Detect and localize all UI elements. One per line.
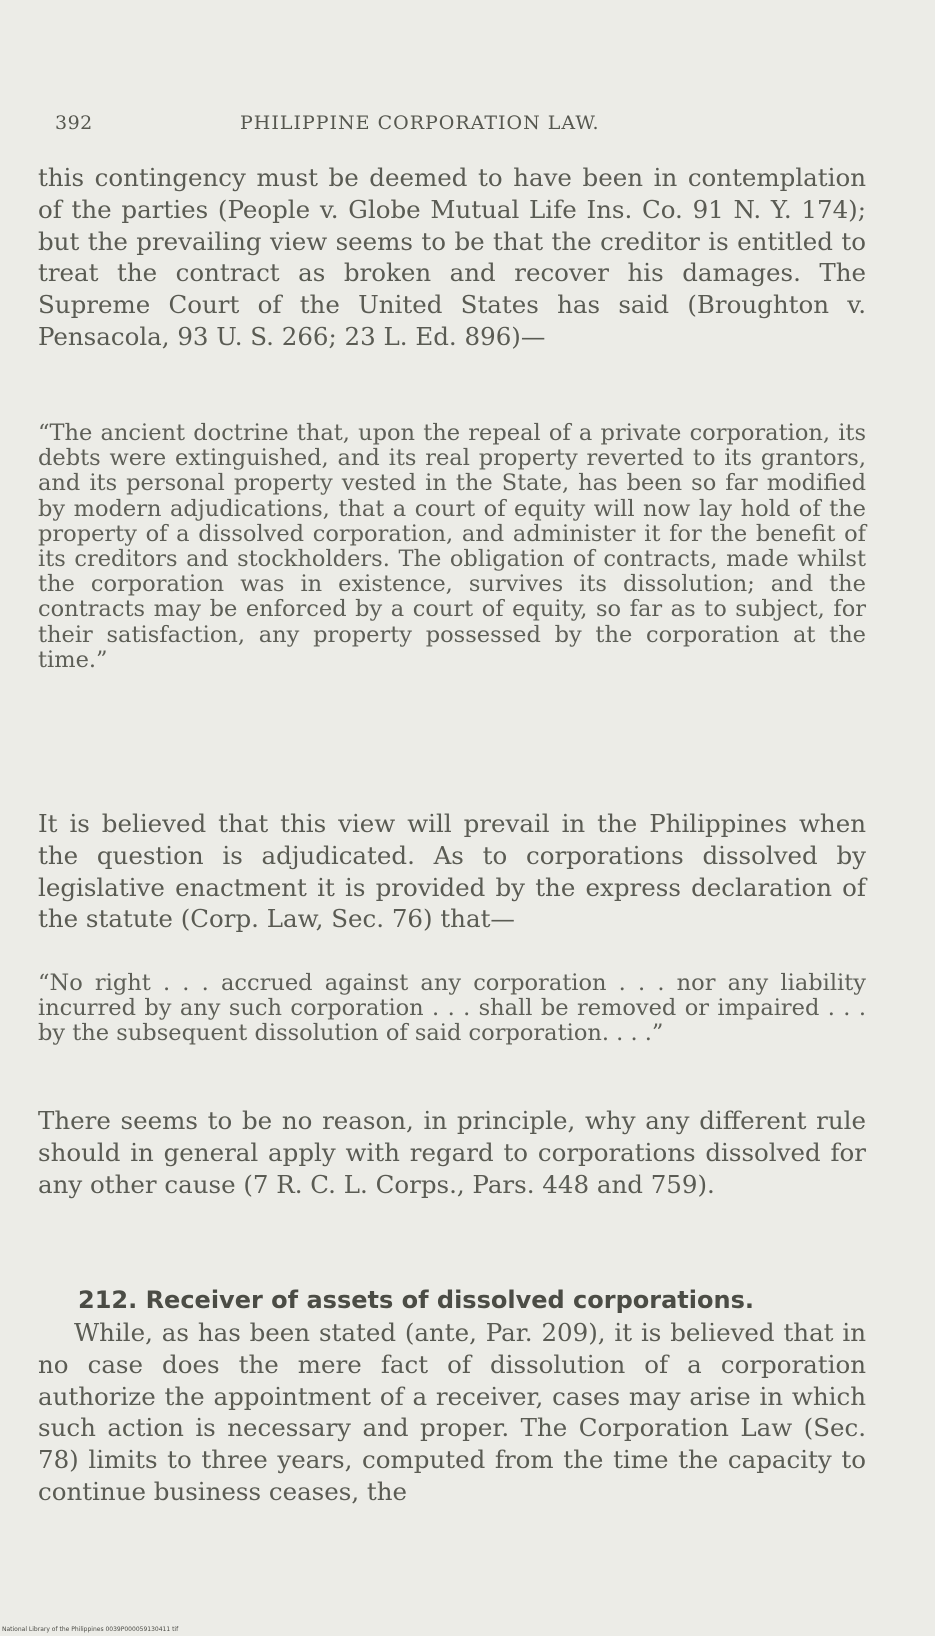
paragraph-3: There seems to be no reason, in principle, why any different rule should in general apply with regard to corporations dissolved for any other cause (7 R. C. L. Corps., Pars. 448 and 759).: [38, 1106, 866, 1199]
section-heading: 212. Receiver of assets of dissolved corporations.: [78, 1286, 754, 1314]
paragraph-2: It is believed that this view will prevail in the Philippines when the question is adjudicated. As to corporations dissolved by legislative enactment it is provided by the express declaration of the statute (Corp. Law, Sec. 76) that—: [38, 809, 866, 934]
paragraph-1: this contingency must be deemed to have been in contemplation of the parties (People v. Globe Mutual Life Ins. Co. 91 N. Y. 174); but the prevailing view seems to be that the creditor is entitled to treat the contract as broken and recover his damages. The Supreme Court of the United States has said (Broughton v. Pensacola, 93 U. S. 266; 23 L. Ed. 896)—: [38, 163, 866, 351]
scan-credit-footer: National Library of the Philippines 0039P000059130411 tif: [2, 1626, 179, 1633]
running-title: PHILIPPINE CORPORATION LAW.: [240, 112, 600, 134]
block-quote-1: “The ancient doctrine that, upon the repeal of a private corporation, its debts were extinguished, and its real property reverted to its grantors, and its personal property vested in the State, has been so far modified by modern adjudications, that a court of equity will now lay hold of the property of a dissolved corporation, and administer it for the benefit of its creditors and stockholders. The obligation of contracts, made whilst the corporation was in existence, survives its dissolution; and the contracts may be enforced by a court of equity, so far as to subject, for their satisfaction, any property possessed by the corporation at the time.”: [38, 420, 866, 673]
paragraph-4: While, as has been stated (ante, Par. 209), it is believed that in no case does the mere fact of dissolution of a corporation authorize the appointment of a receiver, cases may arise in which such action is necessary and proper. The Corporation Law (Sec. 78) limits to three years, computed from the time the capacity to continue business ceases, the: [38, 1318, 866, 1506]
block-quote-2: “No right . . . accrued against any corporation . . . nor any liability incurred by any such corporation . . . shall be removed or impaired . . . by the subsequent dissolution of said corporation. . . .”: [38, 970, 866, 1047]
page-number: 392: [55, 112, 93, 134]
page-header: [55, 112, 885, 142]
